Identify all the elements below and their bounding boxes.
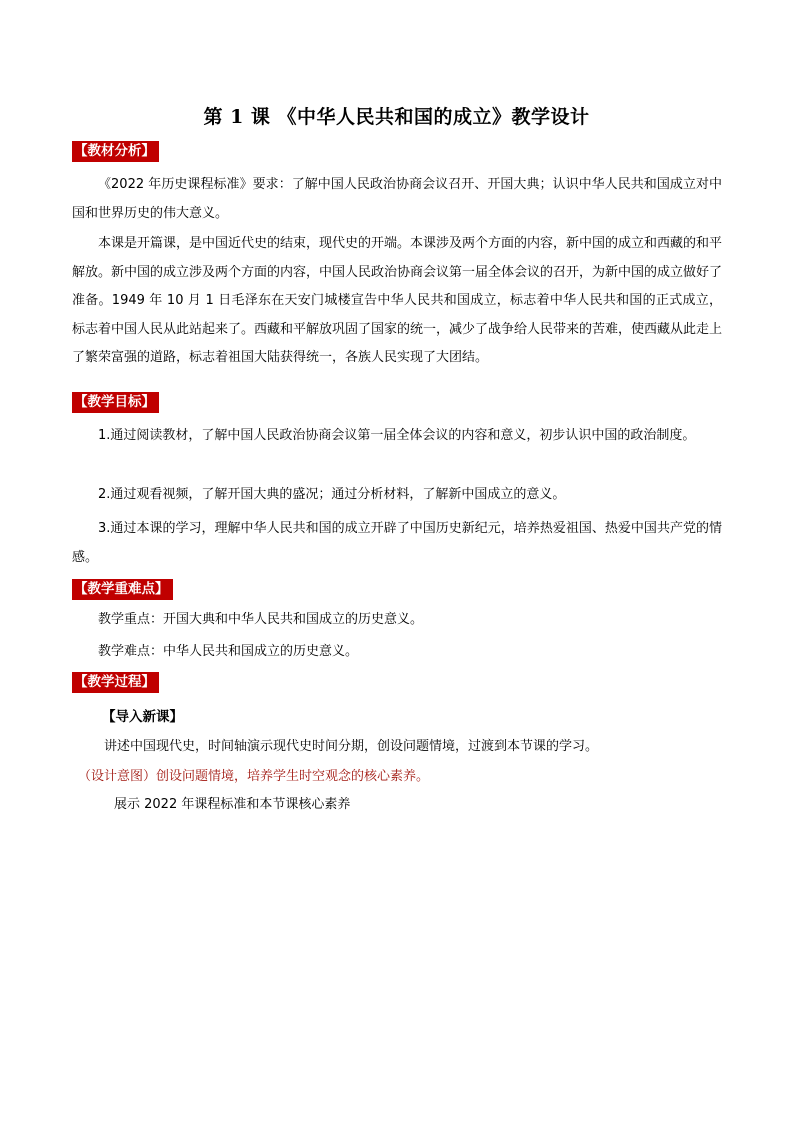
teaching-focus: 教学重点：开国大典和中华人民共和国成立的历史意义。 [98,612,424,627]
goal-item-1: 1.通过阅读教材，了解中国人民政治协商会议第一届全体会议的内容和意义，初步认识中国的政治制度。 [98,428,696,443]
analysis-paragraph-content: 本课是开篇课，是中国近代史的结束，现代史的开端。本课涉及两个方面的内容，新中国的成立和西藏的和平解放。新中国的成立涉及两个方面的内容，中国人民政治协商会议第一届全体会议的召开，为新中国的成立做好了准备。1949 年 10 月 1 日毛泽东在天安门城楼宣告中华人民共和国成立，标志着中华人民共和国的正式成立，标志着中国人民从此站起来了。西藏和平解放巩固了国家的统一，减少了战争给人民带来的苦难，使西藏从此走上了繁荣富强的道路，标志着祖国大陆获得统一，各族人民实现了大团结。 [72,236,723,365]
subsection-title-intro: 【导入新课】 [102,709,183,725]
section-tag-keypoints: 【教学重难点】 [72,579,173,600]
design-intent-text: （设计意图）创设问题情境，培养学生时空观念的核心素养。 [78,769,430,784]
intro-text: 讲述中国现代史，时间轴演示现代史时间分期，创设问题情境，过渡到本节课的学习。 [104,739,599,754]
page-title: 第 1 课 《中华人民共和国的成立》教学设计 [203,106,590,128]
section-tag-analysis: 【教材分析】 [72,141,159,162]
section-tag-process: 【教学过程】 [72,672,159,693]
section-tag-goals: 【教学目标】 [72,392,159,413]
teaching-difficulty: 教学难点：中华人民共和国成立的历史意义。 [98,644,359,659]
display-text: 展示 2022 年课程标准和本节课核心素养 [114,797,351,812]
analysis-paragraph-standard: 《2022 年历史课程标准》要求：了解中国人民政治协商会议召开、开国大典；认识中华人民共和国成立对中国和世界历史的伟大意义。 [72,177,722,221]
goal-item-3: 3.通过本课的学习，理解中华人民共和国的成立开辟了中国历史新纪元，培养热爱祖国、热爱中国共产党的情感。 [72,521,722,565]
goal-item-2: 2.通过观看视频，了解开国大典的盛况；通过分析材料，了解新中国成立的意义。 [98,487,566,502]
